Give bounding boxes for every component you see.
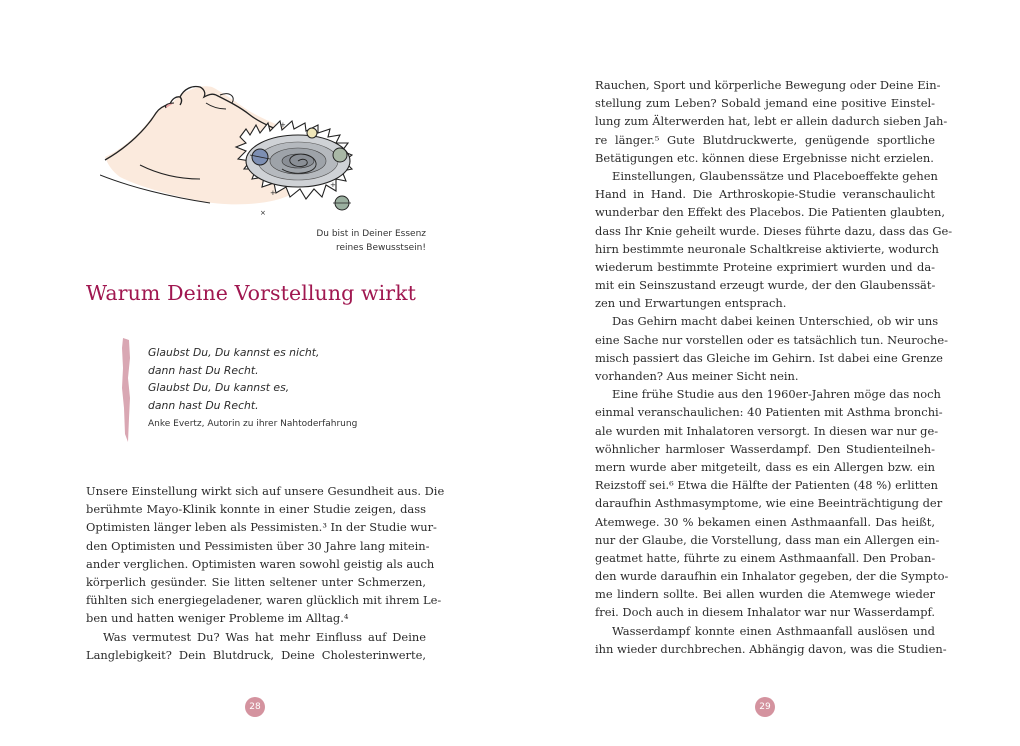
text-line: stellung zum Leben? Sobald jemand eine positive Einstel- [595, 96, 935, 111]
text-line: mern wurde aber mitgeteilt, dass es ein Allergen bzw. ein [595, 459, 935, 474]
text-line: mit ein Seinszustand erzeugt wurde, der den Glaubenssät- [595, 278, 936, 293]
text-line: Was vermutest Du? Was hat mehr Einfluss auf Deine [103, 629, 426, 644]
svg-text:+: + [270, 189, 276, 197]
text-line: Langlebigkeit? Dein Blutdruck, Deine Cholesterinwerte, [86, 647, 426, 662]
quote-brush-stroke-icon [121, 338, 131, 442]
face-galaxy-illustration [100, 75, 430, 225]
right-body-text [595, 76, 953, 658]
quote-line: Glaubst Du, Du kannst es nicht, [148, 346, 320, 359]
svg-text:+: + [330, 181, 336, 189]
text-line: Das Gehirn macht dabei keinen Unterschied, ob wir uns [612, 314, 939, 329]
text-line: Betätigungen etc. können diese Ergebnisse nicht erzielen. [595, 150, 934, 165]
text-line: geatmet hatte, führte zu einem Asthmaanfall. Den Proban- [595, 550, 936, 565]
illustration-caption [280, 228, 426, 255]
text-line: den Optimisten und Pessimisten über 30 Jahre lang mitein- [86, 538, 430, 553]
text-line: nur der Glaube, die Vorstellung, dass man ein Allergen ein- [595, 532, 940, 547]
text-line: einmal veranschaulichen: 40 Patienten mit Asthma bronchi- [595, 405, 943, 420]
svg-text:×: × [260, 209, 266, 217]
text-line: fühlten sich energiegeladener, waren glücklich mit ihrem Le- [86, 593, 442, 608]
text-line: wöhnlicher harmloser Wasserdampf. Den Studienteilneh- [595, 441, 935, 456]
quote-line: dann hast Du Recht. [148, 398, 259, 412]
text-line: frei. Doch auch in diesem Inhalator war nur Wasserdampf. [595, 605, 935, 620]
text-line: Atemwege. 30 % bekamen einen Asthmaanfall. Das heißt, [595, 514, 935, 529]
text-line: re länger.⁵ Gute Blutdruckwerte, genügende sportliche [595, 132, 935, 147]
text-line: Wasserdampf konnte einen Asthmaanfall auslösen und [612, 623, 935, 638]
quote-line: Glaubst Du, Du kannst es, [148, 381, 290, 394]
text-line: Reizstoff sei.⁶ Etwa die Hälfte der Patienten (48 %) erlitten [595, 478, 939, 493]
left-body-text [86, 482, 445, 664]
right-page [510, 0, 1020, 746]
text-line: ander verglichen. Optimisten waren sowohl geistig als auch [86, 556, 435, 571]
text-line: den wurde daraufhin ein Inhalator gegeben, der die Sympto- [595, 569, 949, 584]
text-line: zen und Erwartungen entsprach. [595, 296, 787, 311]
text-line: lung zum Älterwerden hat, lebt er allein dadurch sieben Jah- [595, 114, 948, 129]
text-line: me lindern sollte. Bei allen wurden die Atemwege wieder [595, 587, 935, 602]
text-line: Unsere Einstellung wirkt sich auf unsere Gesundheit aus. Die [86, 484, 445, 498]
text-line: Einstellungen, Glaubenssätze und Placeboeffekte gehen [612, 168, 938, 183]
caption-line: Du bist in Deiner Essenz [316, 229, 426, 239]
text-line: Rauchen, Sport und körperliche Bewegung oder Deine Ein- [595, 78, 941, 92]
text-line: ben und hatten weniger Probleme im Alltag.⁴ [86, 611, 349, 626]
text-line: daraufhin Asthmasymptome, wie eine Beeinträchtigung der [595, 496, 943, 511]
text-line: dass Ihr Knie geheilt wurde. Dieses führte dazu, dass das Ge- [595, 223, 953, 238]
text-line: wiederum bestimmte Proteine exprimiert wurden und da- [595, 259, 935, 274]
quote-line: dann hast Du Recht. [148, 363, 259, 377]
text-line: Optimisten länger leben als Pessimisten.³ In der Studie wur- [86, 520, 437, 535]
text-line: ihn wieder durchbrechen. Abhängig davon, was die Studien- [595, 641, 947, 656]
quote-source: Anke Evertz, Autorin zu ihrer Nahtoderfahrung [148, 419, 358, 429]
page-number: 28 [245, 697, 265, 717]
svg-text:+: + [280, 121, 286, 129]
text-line: Eine frühe Studie aus den 1960er-Jahren möge das noch [612, 387, 941, 402]
page-number: 29 [755, 697, 775, 717]
text-line: misch passiert das Gleiche im Gehirn. Ist dabei eine Grenze [595, 350, 943, 365]
section-heading: Warum Deine Vorstellung wirkt [86, 281, 417, 305]
text-line: ale wurden mit Inhalatoren versorgt. In diesen war nur ge- [595, 423, 939, 438]
text-line: hirn bestimmte neuronale Schaltkreise aktivierte, wodurch [595, 241, 939, 256]
text-line: berühmte Mayo-Klinik konnte in einer Studie zeigen, dass [86, 502, 426, 517]
text-line: körperlich gesünder. Sie litten seltener unter Schmerzen, [86, 574, 426, 589]
text-line: eine Sache nur vorstellen oder es tatsächlich tun. Neuroche- [595, 332, 949, 347]
text-line: wunderbar den Effekt des Placebos. Die Patienten glaubten, [595, 205, 945, 220]
epigraph-quote [148, 344, 438, 429]
caption-line: reines Bewusstsein! [335, 242, 426, 253]
text-line: Hand in Hand. Die Arthroskopie-Studie veranschaulicht [595, 187, 935, 202]
text-line: vorhanden? Aus meiner Sicht nein. [595, 369, 799, 383]
